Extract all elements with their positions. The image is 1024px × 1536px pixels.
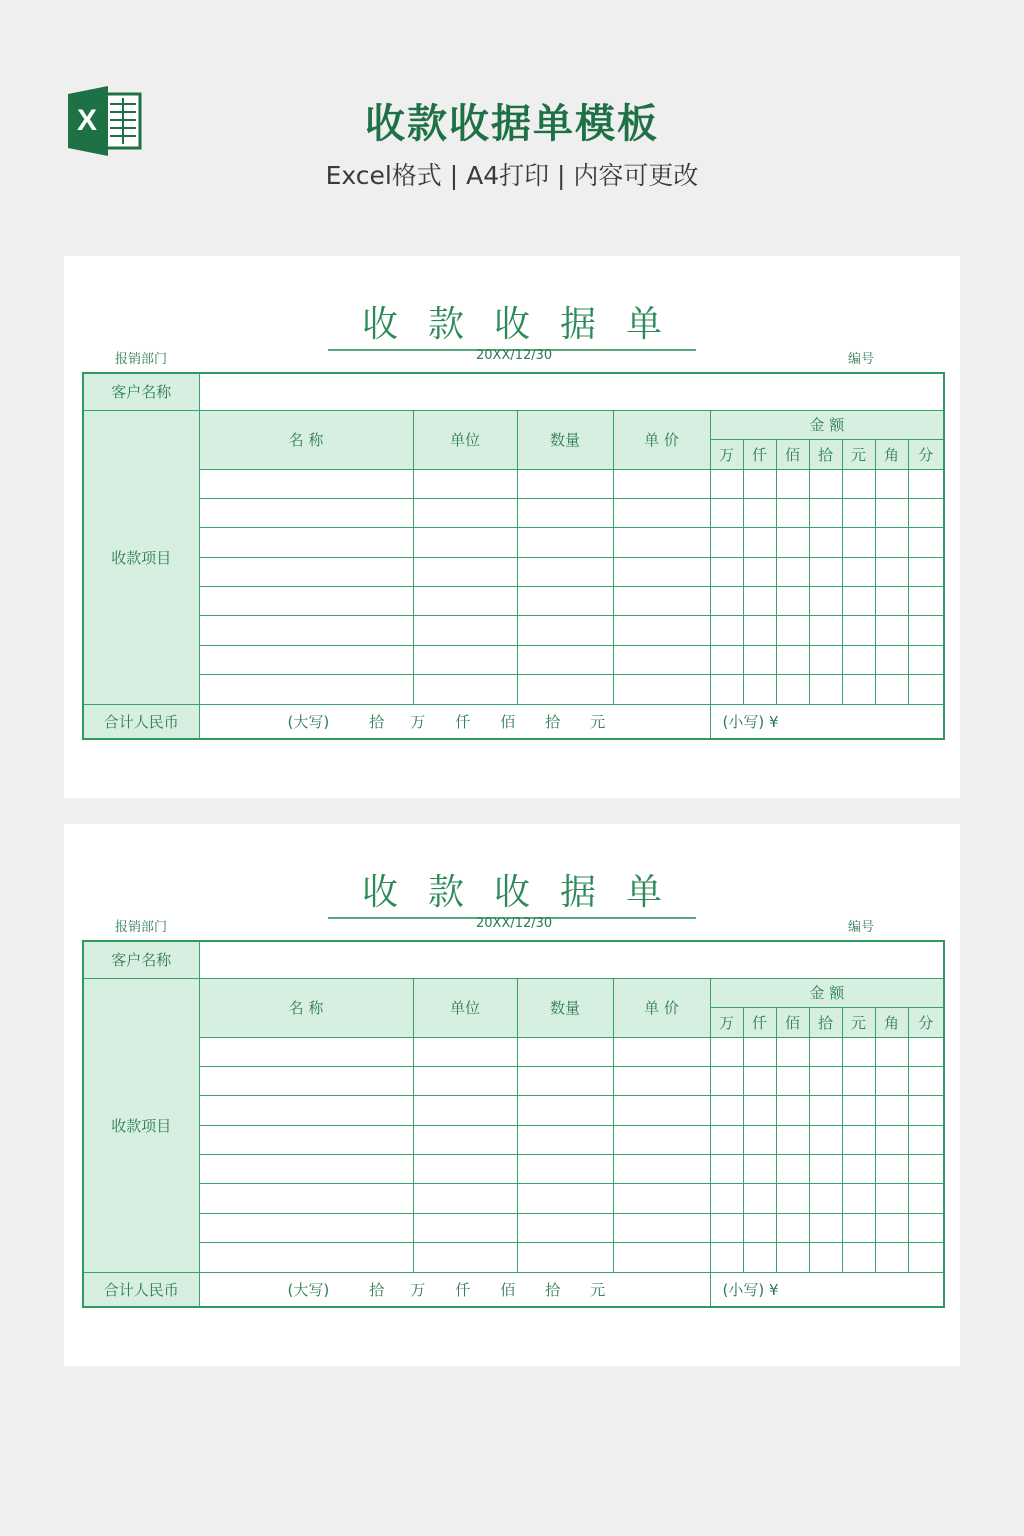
data-cell[interactable] bbox=[613, 645, 710, 674]
data-cell[interactable] bbox=[743, 1066, 776, 1095]
table-row bbox=[83, 675, 944, 704]
data-cell[interactable] bbox=[875, 528, 908, 557]
data-cell[interactable] bbox=[199, 1213, 413, 1242]
data-cell[interactable] bbox=[517, 1243, 613, 1272]
lowercase-cell[interactable]: (小写) ¥ bbox=[710, 704, 944, 739]
data-cell[interactable] bbox=[875, 1184, 908, 1213]
data-cell[interactable] bbox=[908, 528, 944, 557]
header-row bbox=[83, 410, 944, 439]
data-cell[interactable] bbox=[743, 528, 776, 557]
data-cell[interactable] bbox=[908, 1037, 944, 1066]
data-cell[interactable] bbox=[809, 1213, 842, 1242]
data-cell[interactable] bbox=[743, 1213, 776, 1242]
receipt-card-1 bbox=[64, 256, 960, 798]
data-cell[interactable] bbox=[413, 1125, 517, 1154]
col-unit-header: 单位 bbox=[413, 410, 517, 469]
data-cell[interactable] bbox=[199, 1037, 413, 1066]
data-cell[interactable] bbox=[517, 498, 613, 527]
data-cell[interactable] bbox=[908, 675, 944, 704]
data-cell[interactable] bbox=[613, 587, 710, 616]
data-cell[interactable] bbox=[743, 1096, 776, 1125]
data-cell[interactable] bbox=[613, 1155, 710, 1184]
data-cell[interactable] bbox=[413, 557, 517, 586]
data-cell[interactable] bbox=[710, 1184, 743, 1213]
data-cell[interactable] bbox=[776, 1243, 809, 1272]
data-cell[interactable] bbox=[710, 1037, 743, 1066]
digit-header: 分 bbox=[908, 439, 944, 469]
table-row bbox=[83, 587, 944, 616]
col-price-header: 单 价 bbox=[613, 410, 710, 469]
data-cell[interactable] bbox=[413, 675, 517, 704]
data-cell[interactable] bbox=[710, 498, 743, 527]
table-row bbox=[83, 645, 944, 674]
data-cell[interactable] bbox=[842, 616, 875, 645]
digit-header: 万 bbox=[710, 1007, 743, 1037]
table-row bbox=[83, 528, 944, 557]
customer-name-cell[interactable] bbox=[199, 373, 944, 410]
data-cell[interactable] bbox=[613, 616, 710, 645]
data-cell[interactable] bbox=[842, 675, 875, 704]
data-cell[interactable] bbox=[199, 469, 413, 498]
uppercase-cell[interactable] bbox=[199, 1272, 710, 1307]
data-cell[interactable] bbox=[776, 528, 809, 557]
date-value: 20XX/12/30 bbox=[476, 916, 553, 931]
data-cell[interactable] bbox=[908, 587, 944, 616]
data-cell[interactable] bbox=[613, 1184, 710, 1213]
table-row bbox=[83, 616, 944, 645]
data-cell[interactable] bbox=[613, 1037, 710, 1066]
data-cell[interactable] bbox=[743, 557, 776, 586]
data-cell[interactable] bbox=[842, 1243, 875, 1272]
data-cell[interactable] bbox=[743, 1037, 776, 1066]
data-cell[interactable] bbox=[842, 1096, 875, 1125]
uppercase-unit: 元 bbox=[590, 712, 606, 731]
data-cell[interactable] bbox=[613, 528, 710, 557]
data-cell[interactable] bbox=[743, 587, 776, 616]
data-cell[interactable] bbox=[842, 469, 875, 498]
data-cell[interactable] bbox=[743, 498, 776, 527]
digit-header: 佰 bbox=[776, 1007, 809, 1037]
data-cell[interactable] bbox=[776, 469, 809, 498]
data-cell[interactable] bbox=[875, 616, 908, 645]
date-value: 20XX/12/30 bbox=[476, 348, 553, 363]
uppercase-unit: 拾 bbox=[545, 1280, 561, 1299]
data-cell[interactable] bbox=[875, 469, 908, 498]
digit-header: 角 bbox=[875, 439, 908, 469]
data-cell[interactable] bbox=[776, 616, 809, 645]
items-label: 收款项目 bbox=[83, 978, 199, 1272]
data-cell[interactable] bbox=[875, 498, 908, 527]
receipt-table bbox=[82, 940, 945, 1308]
data-cell[interactable] bbox=[875, 645, 908, 674]
data-cell[interactable] bbox=[842, 528, 875, 557]
data-cell[interactable] bbox=[517, 1037, 613, 1066]
table-row bbox=[83, 498, 944, 527]
digit-header: 分 bbox=[908, 1007, 944, 1037]
total-label: 合计人民币 bbox=[83, 1272, 199, 1307]
header-row bbox=[83, 978, 944, 1007]
data-cell[interactable] bbox=[809, 557, 842, 586]
data-cell[interactable] bbox=[199, 1243, 413, 1272]
data-cell[interactable] bbox=[413, 528, 517, 557]
data-cell[interactable] bbox=[743, 675, 776, 704]
data-cell[interactable] bbox=[710, 469, 743, 498]
data-cell[interactable] bbox=[613, 675, 710, 704]
customer-row bbox=[83, 941, 944, 978]
data-cell[interactable] bbox=[743, 645, 776, 674]
data-cell[interactable] bbox=[809, 616, 842, 645]
dept-label: 报销部门 bbox=[115, 920, 168, 935]
receipt-table bbox=[82, 372, 945, 740]
data-cell[interactable] bbox=[743, 1155, 776, 1184]
col-amount-header: 金 额 bbox=[710, 410, 944, 439]
data-cell[interactable] bbox=[776, 1155, 809, 1184]
data-cell[interactable] bbox=[517, 616, 613, 645]
col-name-header: 名 称 bbox=[199, 978, 413, 1037]
data-cell[interactable] bbox=[710, 616, 743, 645]
data-cell[interactable] bbox=[413, 1184, 517, 1213]
svg-text:X: X bbox=[77, 104, 98, 137]
data-cell[interactable] bbox=[413, 1213, 517, 1242]
number-label: 编号 bbox=[848, 352, 875, 367]
lowercase-cell[interactable]: (小写) ¥ bbox=[710, 1272, 944, 1307]
data-cell[interactable] bbox=[809, 1184, 842, 1213]
data-cell[interactable] bbox=[908, 557, 944, 586]
data-cell[interactable] bbox=[710, 675, 743, 704]
data-cell[interactable] bbox=[199, 587, 413, 616]
digit-header: 元 bbox=[842, 1007, 875, 1037]
data-cell[interactable] bbox=[776, 1037, 809, 1066]
total-row bbox=[83, 1272, 944, 1307]
uppercase-unit: 万 bbox=[410, 1280, 426, 1299]
form-title: 收款收据单 bbox=[64, 864, 960, 919]
data-cell[interactable] bbox=[613, 1213, 710, 1242]
uppercase-label: (大写) bbox=[287, 1280, 330, 1299]
data-cell[interactable] bbox=[199, 1125, 413, 1154]
data-cell[interactable] bbox=[776, 1184, 809, 1213]
uppercase-unit: 万 bbox=[410, 712, 426, 731]
data-cell[interactable] bbox=[613, 1066, 710, 1095]
data-cell[interactable] bbox=[743, 1184, 776, 1213]
table-row bbox=[83, 1096, 944, 1125]
data-cell[interactable] bbox=[809, 1125, 842, 1154]
data-cell[interactable] bbox=[710, 587, 743, 616]
uppercase-unit: 拾 bbox=[545, 712, 561, 731]
data-cell[interactable] bbox=[908, 1096, 944, 1125]
uppercase-unit: 拾 bbox=[369, 1280, 385, 1299]
data-cell[interactable] bbox=[413, 587, 517, 616]
data-cell[interactable] bbox=[710, 1155, 743, 1184]
col-qty-header: 数量 bbox=[517, 978, 613, 1037]
col-price-header: 单 价 bbox=[613, 978, 710, 1037]
data-cell[interactable] bbox=[809, 1243, 842, 1272]
data-cell[interactable] bbox=[413, 1155, 517, 1184]
data-cell[interactable] bbox=[809, 1066, 842, 1095]
customer-label: 客户名称 bbox=[83, 373, 199, 410]
page-title: 收款收据单模板 bbox=[365, 101, 659, 147]
data-cell[interactable] bbox=[908, 1243, 944, 1272]
uppercase-label: (大写) bbox=[287, 712, 330, 731]
digit-header: 角 bbox=[875, 1007, 908, 1037]
data-cell[interactable] bbox=[809, 1096, 842, 1125]
data-cell[interactable] bbox=[908, 1125, 944, 1154]
data-cell[interactable] bbox=[809, 1155, 842, 1184]
data-cell[interactable] bbox=[875, 1243, 908, 1272]
data-cell[interactable] bbox=[199, 528, 413, 557]
uppercase-unit: 仟 bbox=[455, 1280, 471, 1299]
digit-header: 拾 bbox=[809, 1007, 842, 1037]
data-cell[interactable] bbox=[199, 645, 413, 674]
col-amount-header: 金 额 bbox=[710, 978, 944, 1007]
data-cell[interactable] bbox=[842, 498, 875, 527]
digit-header: 仟 bbox=[743, 439, 776, 469]
data-cell[interactable] bbox=[743, 1243, 776, 1272]
data-cell[interactable] bbox=[413, 1243, 517, 1272]
data-cell[interactable] bbox=[776, 1096, 809, 1125]
data-cell[interactable] bbox=[842, 645, 875, 674]
data-cell[interactable] bbox=[613, 1096, 710, 1125]
table-row bbox=[83, 1037, 944, 1066]
data-cell[interactable] bbox=[517, 645, 613, 674]
data-cell[interactable] bbox=[809, 498, 842, 527]
data-cell[interactable] bbox=[842, 1213, 875, 1242]
customer-row bbox=[83, 373, 944, 410]
data-cell[interactable] bbox=[776, 557, 809, 586]
receipt-card-2 bbox=[64, 824, 960, 1366]
uppercase-unit: 元 bbox=[590, 1280, 606, 1299]
data-cell[interactable] bbox=[613, 1125, 710, 1154]
data-cell[interactable] bbox=[875, 1037, 908, 1066]
digit-header: 拾 bbox=[809, 439, 842, 469]
data-cell[interactable] bbox=[413, 1066, 517, 1095]
data-cell[interactable] bbox=[517, 1125, 613, 1154]
uppercase-unit: 佰 bbox=[500, 1280, 516, 1299]
data-cell[interactable] bbox=[875, 1066, 908, 1095]
data-cell[interactable] bbox=[908, 498, 944, 527]
data-cell[interactable] bbox=[710, 557, 743, 586]
data-cell[interactable] bbox=[517, 1155, 613, 1184]
customer-name-cell[interactable] bbox=[199, 941, 944, 978]
data-cell[interactable] bbox=[908, 1155, 944, 1184]
data-cell[interactable] bbox=[413, 645, 517, 674]
data-cell[interactable] bbox=[710, 1243, 743, 1272]
data-cell[interactable] bbox=[908, 645, 944, 674]
data-cell[interactable] bbox=[199, 1096, 413, 1125]
total-row bbox=[83, 704, 944, 739]
data-cell[interactable] bbox=[517, 1184, 613, 1213]
customer-label: 客户名称 bbox=[83, 941, 199, 978]
table-row bbox=[83, 557, 944, 586]
data-cell[interactable] bbox=[875, 675, 908, 704]
data-cell[interactable] bbox=[517, 1066, 613, 1095]
data-cell[interactable] bbox=[842, 1184, 875, 1213]
data-cell[interactable] bbox=[809, 645, 842, 674]
data-cell[interactable] bbox=[710, 1096, 743, 1125]
data-cell[interactable] bbox=[875, 1096, 908, 1125]
data-cell[interactable] bbox=[776, 1066, 809, 1095]
data-cell[interactable] bbox=[776, 498, 809, 527]
table-row bbox=[83, 1213, 944, 1242]
data-cell[interactable] bbox=[908, 1066, 944, 1095]
data-cell[interactable] bbox=[776, 1213, 809, 1242]
data-cell[interactable] bbox=[199, 557, 413, 586]
digit-header: 佰 bbox=[776, 439, 809, 469]
digit-header: 仟 bbox=[743, 1007, 776, 1037]
uppercase-cell[interactable] bbox=[199, 704, 710, 739]
data-cell[interactable] bbox=[710, 528, 743, 557]
data-cell[interactable] bbox=[517, 587, 613, 616]
data-cell[interactable] bbox=[517, 1096, 613, 1125]
data-cell[interactable] bbox=[908, 616, 944, 645]
data-cell[interactable] bbox=[776, 675, 809, 704]
data-cell[interactable] bbox=[743, 1125, 776, 1154]
data-cell[interactable] bbox=[908, 1184, 944, 1213]
data-cell[interactable] bbox=[613, 1243, 710, 1272]
items-label: 收款项目 bbox=[83, 410, 199, 704]
total-label: 合计人民币 bbox=[83, 704, 199, 739]
table-row bbox=[83, 1066, 944, 1095]
data-cell[interactable] bbox=[875, 1125, 908, 1154]
data-cell[interactable] bbox=[710, 1125, 743, 1154]
table-row bbox=[83, 1243, 944, 1272]
data-cell[interactable] bbox=[613, 557, 710, 586]
data-cell[interactable] bbox=[517, 557, 613, 586]
dept-label: 报销部门 bbox=[115, 352, 168, 367]
col-qty-header: 数量 bbox=[517, 410, 613, 469]
table-row bbox=[83, 1125, 944, 1154]
data-cell[interactable] bbox=[199, 616, 413, 645]
data-cell[interactable] bbox=[413, 616, 517, 645]
data-cell[interactable] bbox=[842, 1125, 875, 1154]
data-cell[interactable] bbox=[517, 528, 613, 557]
uppercase-unit: 佰 bbox=[500, 712, 516, 731]
data-cell[interactable] bbox=[613, 469, 710, 498]
data-cell[interactable] bbox=[809, 528, 842, 557]
uppercase-unit: 仟 bbox=[455, 712, 471, 731]
data-cell[interactable] bbox=[710, 1213, 743, 1242]
data-cell[interactable] bbox=[908, 1213, 944, 1242]
data-cell[interactable] bbox=[413, 1096, 517, 1125]
data-cell[interactable] bbox=[842, 1037, 875, 1066]
page-subtitle: Excel格式 | A4打印 | 内容可更改 bbox=[325, 161, 699, 190]
data-cell[interactable] bbox=[875, 587, 908, 616]
data-cell[interactable] bbox=[809, 675, 842, 704]
data-cell[interactable] bbox=[875, 1155, 908, 1184]
data-cell[interactable] bbox=[413, 1037, 517, 1066]
col-name-header: 名 称 bbox=[199, 410, 413, 469]
data-cell[interactable] bbox=[199, 1184, 413, 1213]
table-row bbox=[83, 1184, 944, 1213]
data-cell[interactable] bbox=[517, 675, 613, 704]
data-cell[interactable] bbox=[743, 616, 776, 645]
data-cell[interactable] bbox=[776, 587, 809, 616]
data-cell[interactable] bbox=[199, 1155, 413, 1184]
digit-header: 万 bbox=[710, 439, 743, 469]
form-title: 收款收据单 bbox=[64, 296, 960, 351]
number-label: 编号 bbox=[848, 920, 875, 935]
data-cell[interactable] bbox=[842, 557, 875, 586]
data-cell[interactable] bbox=[710, 1066, 743, 1095]
data-cell[interactable] bbox=[413, 498, 517, 527]
data-cell[interactable] bbox=[875, 557, 908, 586]
data-cell[interactable] bbox=[776, 645, 809, 674]
data-cell[interactable] bbox=[517, 469, 613, 498]
data-cell[interactable] bbox=[776, 1125, 809, 1154]
table-row bbox=[83, 469, 944, 498]
data-cell[interactable] bbox=[613, 498, 710, 527]
data-cell[interactable] bbox=[809, 587, 842, 616]
data-cell[interactable] bbox=[710, 645, 743, 674]
data-cell[interactable] bbox=[842, 1066, 875, 1095]
data-cell[interactable] bbox=[809, 1037, 842, 1066]
data-cell[interactable] bbox=[809, 469, 842, 498]
uppercase-unit: 拾 bbox=[369, 712, 385, 731]
data-cell[interactable] bbox=[199, 1066, 413, 1095]
data-cell[interactable] bbox=[199, 498, 413, 527]
data-cell[interactable] bbox=[413, 469, 517, 498]
table-row bbox=[83, 1155, 944, 1184]
data-cell[interactable] bbox=[743, 469, 776, 498]
data-cell[interactable] bbox=[199, 675, 413, 704]
data-cell[interactable] bbox=[908, 469, 944, 498]
data-cell[interactable] bbox=[842, 1155, 875, 1184]
data-cell[interactable] bbox=[875, 1213, 908, 1242]
data-cell[interactable] bbox=[517, 1213, 613, 1242]
digit-header: 元 bbox=[842, 439, 875, 469]
col-unit-header: 单位 bbox=[413, 978, 517, 1037]
data-cell[interactable] bbox=[842, 587, 875, 616]
